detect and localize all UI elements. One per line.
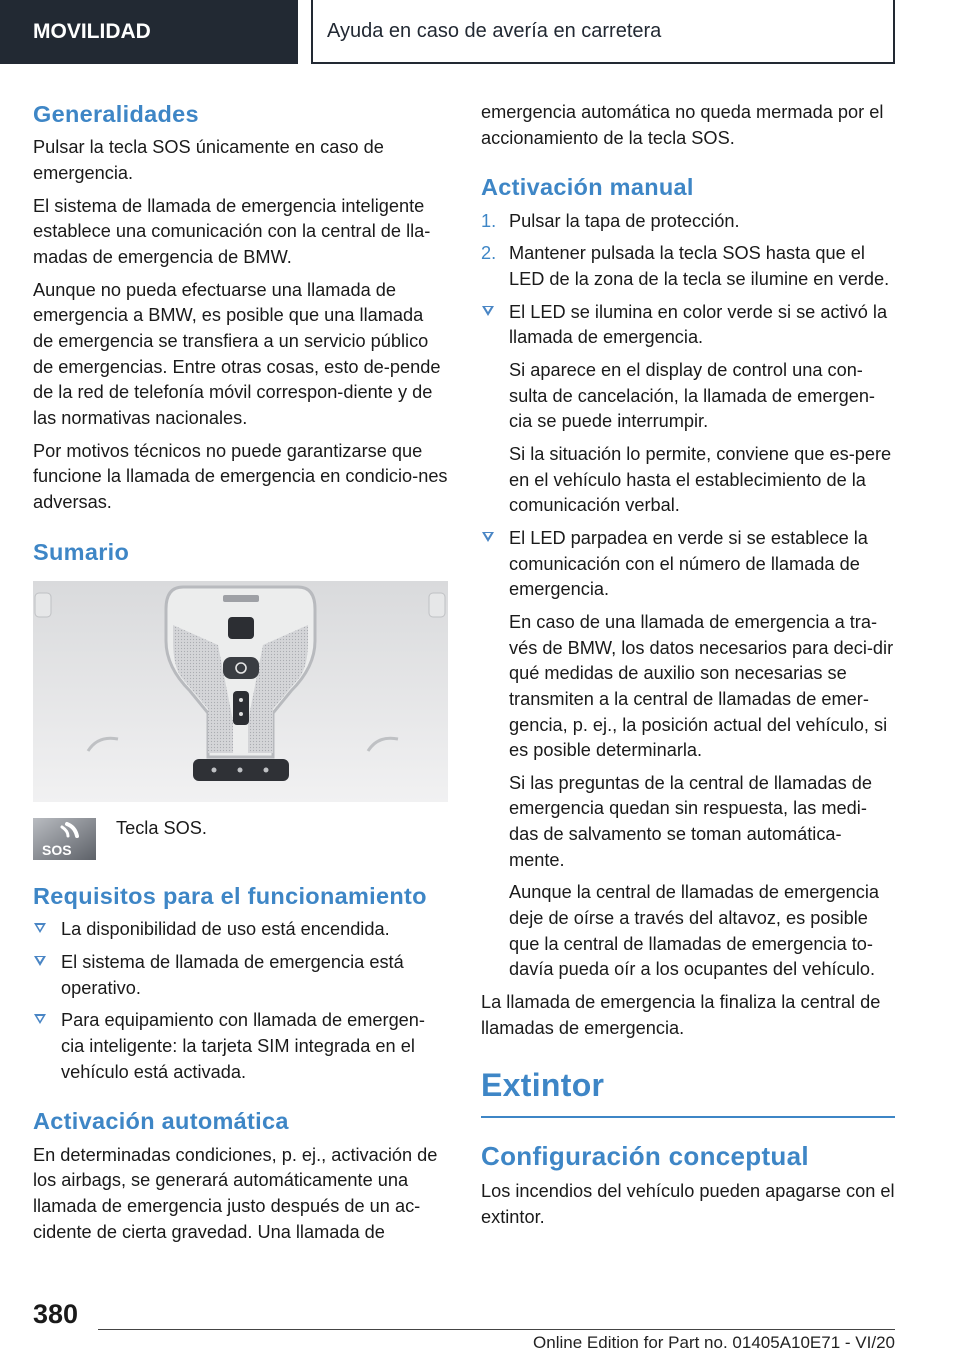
heading-activacion-automatica: Activación automática (33, 1108, 289, 1135)
sos-icon-text: SOS (42, 841, 72, 858)
requirements-list (33, 917, 448, 1085)
chapter-header (311, 0, 895, 64)
triangle-bullet-icon (34, 956, 46, 966)
paragraph: En determinadas condiciones, p. ej., activación de los airbags, se generará automáticamente una llamada de emergencia justo después de un ac-cidente de cierta gravedad. Una llamada de (33, 1144, 438, 1242)
sos-key-icon (33, 818, 96, 860)
left-column (33, 100, 448, 1252)
step-number: 2. (481, 243, 497, 264)
paragraph: El sistema de llamada de emergencia inteligente establece una comunicación con la central de lla-madas de emergencia de BMW. (33, 195, 431, 267)
paragraph: La llamada de emergencia la finaliza la central de llamadas de emergencia. (481, 992, 881, 1038)
chapter-title: Ayuda en caso de avería en carretera (327, 19, 662, 42)
paragraph: Los incendios del vehículo pueden apagarse con el extintor. (481, 1180, 895, 1227)
heading-configuracion: Configuración conceptual (481, 1141, 809, 1172)
triangle-bullet-icon (34, 1014, 46, 1024)
led-states-list (481, 300, 895, 983)
right-column (481, 100, 895, 1237)
paragraph: Pulsar la tecla SOS únicamente en caso de emergencia. (33, 137, 384, 184)
paragraph: Por motivos técnicos no puede garantizarse que funcione la llamada de emergencia en condicio-nes adversas. (33, 440, 448, 512)
triangle-bullet-icon (482, 532, 494, 542)
footer-divider (98, 1329, 895, 1330)
heading-generalidades: Generalidades (33, 101, 199, 127)
list-item: Para equipamiento con llamada de emergen-cia inteligente: la tarjeta SIM integrada en el vehículo está activada. (33, 1008, 448, 1085)
heading-sumario: Sumario (33, 538, 130, 565)
sub-paragraph: Si las preguntas de la central de llamadas de emergencia quedan sin respuesta, las medi-das de salvamento se toman automática-mente. (509, 772, 872, 870)
heading-requisitos: Requisitos para el funcionamiento (33, 882, 427, 909)
list-item: El LED parpadea en verde si se establece la comunicación con el número de llamada de emergencia. En caso de una llamada de emergencia a tra-vés de BMW, los datos necesarios para deci-dir qué medidas de auxilio son necesarias se transmiten a la central de llamadas de emer-gencia, p. ej., la posición actual del vehículo, si es posible determinarla. Si las preguntas de la central de llamadas de emergencia quedan sin respuesta, las medi-das de salvamento se toman automática-mente. Aunque la central de llamadas de emergencia deje de oírse a través del altavoz, es posible que la central de llamadas de emergencia to-davía pueda oír a los ocupantes del vehículo. (481, 526, 895, 983)
heading-activacion-manual: Activación manual (481, 174, 694, 201)
steps-list (481, 209, 895, 293)
sos-key-legend (33, 818, 448, 860)
sos-key-caption: Tecla SOS. (116, 817, 207, 838)
step-item: 2. Mantener pulsada la tecla SOS hasta que el LED de la zona de la tecla se ilumine en verde. (481, 243, 890, 289)
overhead-console-photo (33, 581, 448, 802)
triangle-bullet-icon (34, 923, 46, 933)
sub-paragraph: Si la situación lo permite, conviene que es-pere en el vehículo hasta el establecimiento de la comunicación verbal. (509, 443, 892, 516)
list-item: El LED se ilumina en color verde si se activó la llamada de emergencia. Si aparece en el display de control una con-sulta de cancelación, la llamada de emergen-cia se puede interrumpir. Si la situación lo permite, conviene que es-pere en el vehículo hasta el establecimiento de la comunicación verbal. (481, 300, 895, 519)
heading-extintor: Extintor (481, 1067, 895, 1118)
list-item: El sistema de llamada de emergencia está operativo. (33, 950, 448, 1001)
step-number: 1. (481, 210, 497, 231)
section-tab (0, 0, 298, 64)
paragraph: Aunque no pueda efectuarse una llamada de emergencia a BMW, es posible que una llamada de emergencia se transfiera a un servicio público de emergencias. Entre otras cosas, esto de-pende de la red de telefonía móvil correspon-diente y de las normativas nacionales. (33, 279, 441, 428)
page-number: 380 (33, 1299, 79, 1329)
sub-paragraph: Aunque la central de llamadas de emergencia deje de oírse a través del altavoz, es posible que la central de llamadas de emergencia to-davía pueda oír a los ocupantes del vehículo. (509, 882, 880, 980)
footer-edition: Online Edition for Part no. 01405A10E71 - VI/20 (533, 1333, 895, 1352)
list-item: La disponibilidad de uso está encendida. (33, 917, 448, 943)
step-item: 1. Pulsar la tapa de protección. (481, 209, 895, 235)
triangle-bullet-icon (482, 306, 494, 316)
section-title: MOVILIDAD (33, 20, 151, 43)
paragraph: emergencia automática no queda mermada por el accionamiento de la tecla SOS. (481, 102, 884, 148)
sub-paragraph: Si aparece en el display de control una con-sulta de cancelación, la llamada de emergen-cia se puede interrumpir. (509, 359, 875, 432)
sub-paragraph: En caso de una llamada de emergencia a tra-vés de BMW, los datos necesarios para deci-dir qué medidas de auxilio son necesarias se transmiten a la central de llamadas de emer-gencia, p. ej., la posición actual del vehículo, si es posible determinarla. (509, 611, 894, 761)
